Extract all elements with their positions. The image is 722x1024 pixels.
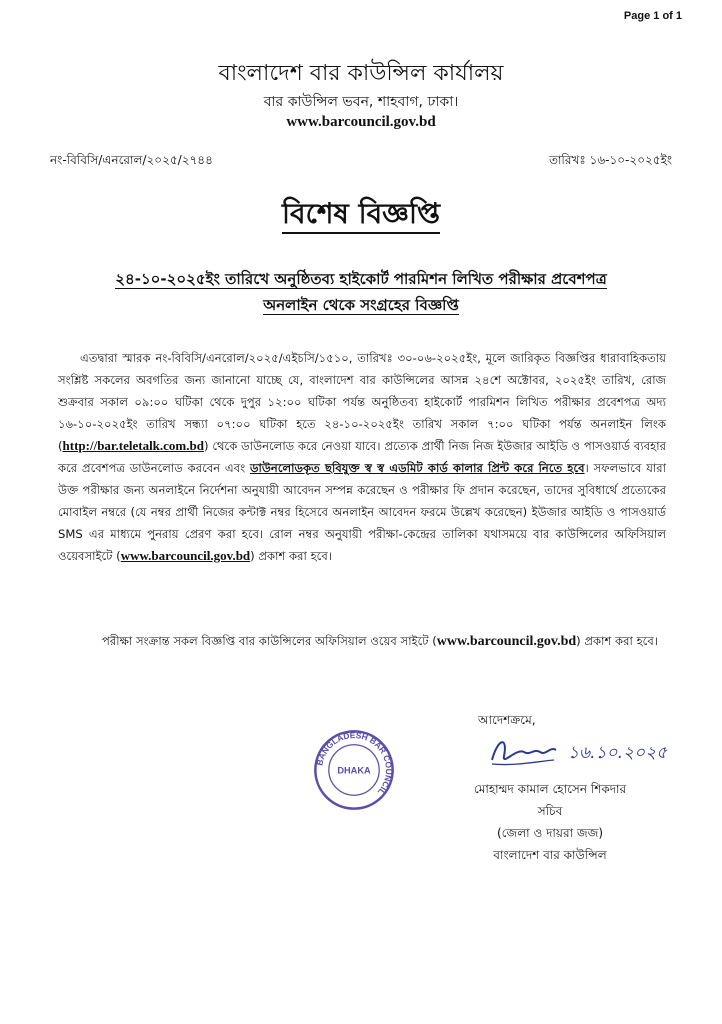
notice-website[interactable]: www.barcouncil.gov.bd [436,634,577,649]
signatory-organization: বাংলাদেশ বার কাউন্সিল [493,848,607,862]
body-text-3: । সফলভাবে যারা উক্ত পরীক্ষার জন্য অনলাইনে নির্দেশনা অনুযায়ী আবেদন সম্পন্ন করেছেন ও পরীক্ষার ফি প্রদান করেছেন, তাদের সুবিধার্থে প্রত্যেকের মোবাইল নম্বরে (যে নম্বর প্রার্থী নিজের কন্টাক্ট নম্বর হিসেবে অনলাইন আবেদন ফরমে উল্লেখ করেছেন) ইউজার আইডি ও পাসওয়ার্ড SMS এর মাধ্যমে পুনরায় প্রেরণ করা হবে। রোল নম্বর অনুযায়ী পরীক্ষা-কেন্দ্রের তালিকা যথাসময়ে বার কাউন্সিলের অফিসিয়াল ওয়েবসাইটে ( [58,461,666,563]
notice-heading [0,192,722,239]
signatory-rank: (জেলা ও দায়রা জজ) [496,826,604,840]
subject-line-2 [0,294,722,319]
signature-mark [484,726,684,776]
notice-text-2: ) প্রকাশ করা হবে। [576,634,658,648]
signatory-title: সচিব [537,804,563,818]
svg-text:DHAKA: DHAKA [337,765,371,776]
svg-text:১৬.১০.২০২৫: ১৬.১০.২০২৫ [568,743,668,763]
notice-paragraph [58,630,666,653]
teletalk-link[interactable]: http://bar.teletalk.com.bd [62,438,204,453]
subject-line-2-text: অনলাইন থেকে সংগ্রহের বিজ্ঞপ্তি [263,296,459,314]
organization-website: www.barcouncil.gov.bd [286,114,436,130]
subject-line-1 [0,268,722,293]
memo-number: নং-বিবিসি/এনরোল/২০২৫/২৭৪৪ [50,153,213,167]
body-emphasis: ডাউনলোডকৃত ছবিযুক্ত স্ব স্ব এডমিট কার্ড কালার প্রিন্ট করে নিতে হবে [250,461,585,475]
signatory-block [420,778,680,866]
page-number: Page 1 of 1 [623,10,682,22]
body-text-4: ) প্রকাশ করা হবে। [250,549,332,563]
organization-name: বাংলাদেশ বার কাউন্সিল কার্যালয় [218,61,504,86]
barcouncil-link[interactable]: www.barcouncil.gov.bd [120,548,251,563]
signatory-name: মোহাম্মদ কামাল হোসেন শিকদার [473,782,627,796]
seal-stamp [312,728,396,812]
memo-date: তারিখঃ ১৬-১০-২০২৫ইং [548,153,672,167]
notice-heading-text: বিশেষ বিজ্ঞপ্তি [282,197,440,234]
organization-address: বার কাউন্সিল ভবন, শাহবাগ, ঢাকা। [263,94,459,110]
closing-phrase: আদেশক্রমে, [478,713,536,727]
body-text-1: এতদ্বারা স্মারক নং-বিবিসি/এনরোল/২০২৫/এইচসি/১৫১০, তারিখঃ ৩০-০৬-২০২৫ইং, মূলে জারিকৃত বিজ্ঞপ্তির ধারাবাহিকতায় সংশ্লিষ্ট সকলের অবগতির জন্য জানানো যাচ্ছে যে, বাংলাদেশ বার কাউন্সিলের আসন্ন ২৪শে অক্টোবর, ২০২৫ইং তারিখ, রোজ শুক্রবার সকাল ০৯:০০ ঘটিকা থেকে দুপুর ১২:০০ ঘটিকা পর্যন্ত অনুষ্ঠিতব্য হাইকোর্ট পারমিশন লিখিত পরীক্ষার প্রবেশপত্র অদ্য ১৬-১০-২০২৫ইং তারিখ সন্ধ্যা ০৭:০০ ঘটিকা হতে ২৪-১০-২০২৫ইং তারিখ সকাল ৭:০০ ঘটিকা পর্যন্ত অনলাইন লিংক ( [58,351,666,453]
notice-text-1: পরীক্ষা সংক্রান্ত সকল বিজ্ঞপ্তি বার কাউন্সিলের অফিসিয়াল ওয়েব সাইটে ( [102,634,437,648]
body-paragraph [58,347,666,567]
svg-text:BANGLADESH BAR COUNCIL: BANGLADESH BAR COUNCIL [314,730,395,798]
body-text-2: ) থেকে ডাউনলোড করে নেওয়া যাবে। প্রত্যেক প্রার্থী নিজ নিজ ইউজার আইডি ও পাসওয়ার্ড ব্যবহার করে প্রবেশপত্র ডাউনলোড করবেন এবং [58,439,666,475]
subject-line-1-text: ২৪-১০-২০২৫ইং তারিখে অনুষ্ঠিতব্য হাইকোর্ট পারমিশন লিখিত পরীক্ষার প্রবেশপত্র [115,270,607,288]
